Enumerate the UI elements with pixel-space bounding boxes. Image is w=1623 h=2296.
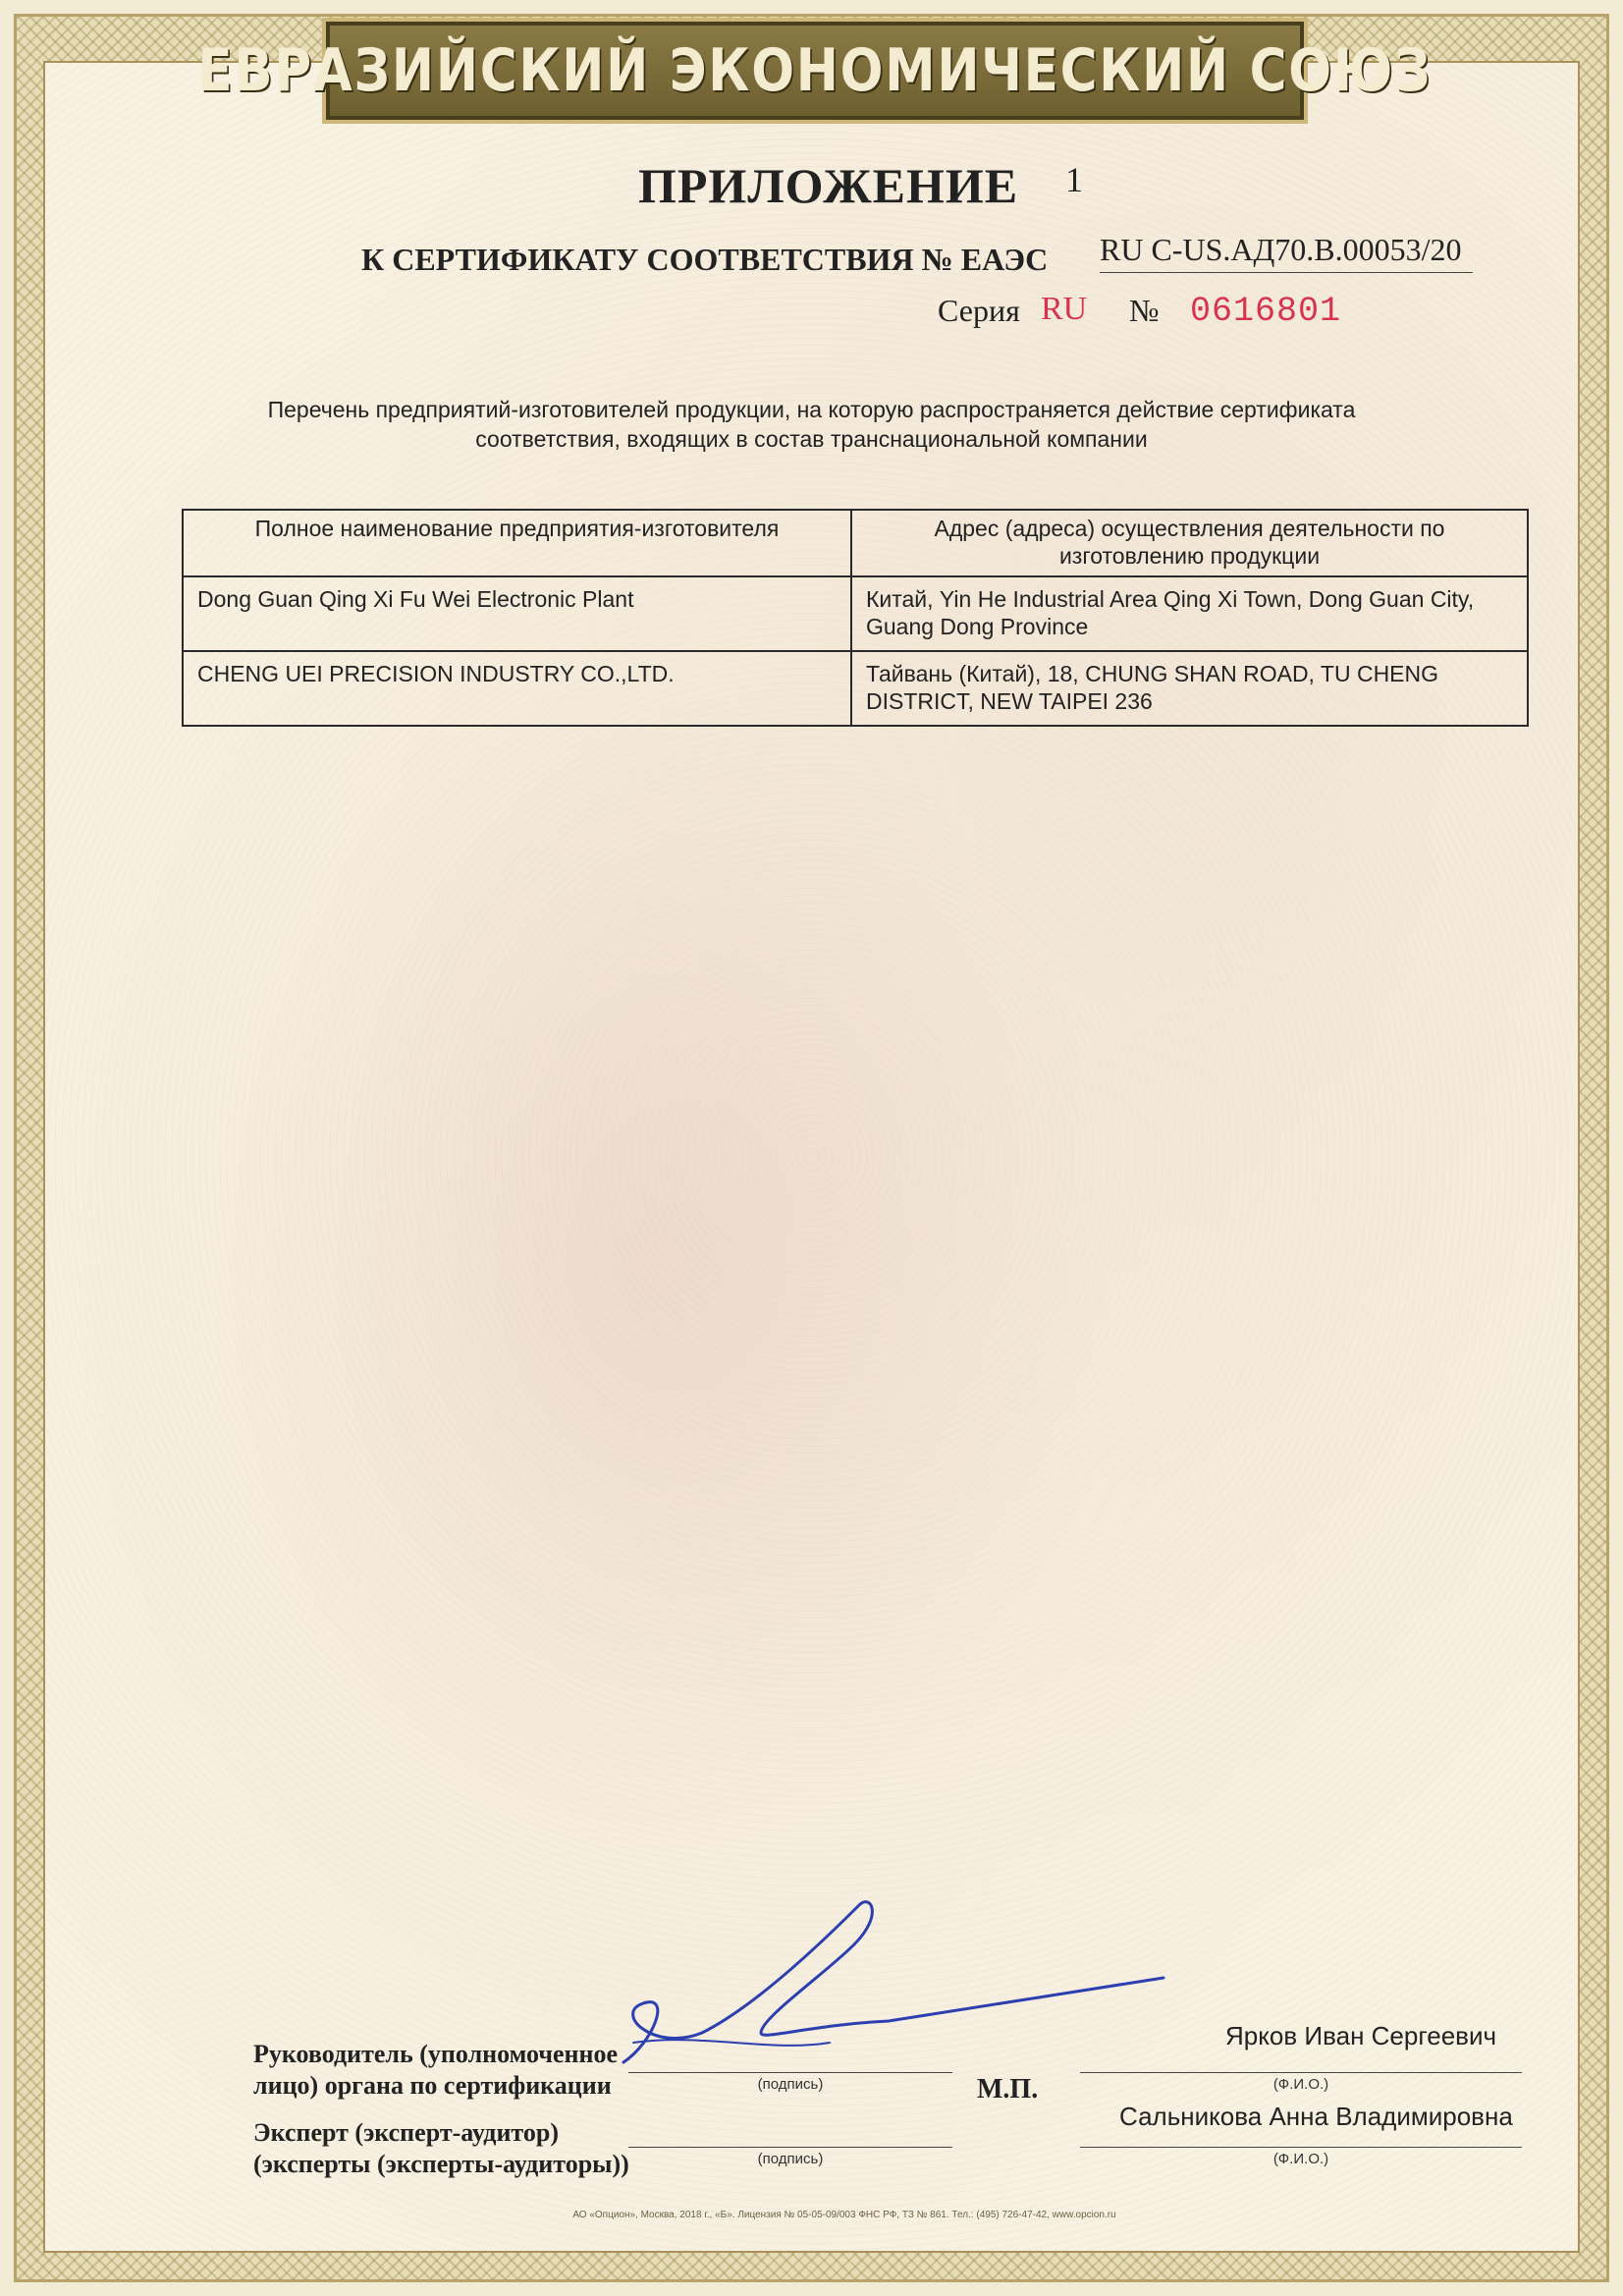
manufacturer-address: Китай, Yin He Industrial Area Qing Xi Town, Dong Guan City, Guang Dong Province bbox=[851, 576, 1528, 651]
serial-number-label: № bbox=[1129, 293, 1160, 328]
expert-name-caption: (Ф.И.О.) bbox=[1272, 2151, 1329, 2167]
appendix-title: ПРИЛОЖЕНИЕ bbox=[638, 158, 1019, 213]
table-header-row bbox=[183, 510, 1528, 576]
serial-number-value: 0616801 bbox=[1190, 292, 1342, 331]
table-row bbox=[183, 576, 1528, 651]
head-signature-caption: (подпись) bbox=[757, 2076, 824, 2093]
head-full-name: Ярков Иван Сергеевич bbox=[1225, 2021, 1497, 2050]
expert-signature-line bbox=[628, 2147, 952, 2148]
handwritten-signature bbox=[614, 1886, 1183, 2082]
column-header-address: Адрес (адреса) осуществления деятельности по изготовлению продукции bbox=[851, 510, 1528, 576]
expert-name-line bbox=[1080, 2147, 1522, 2148]
union-banner bbox=[197, 22, 1433, 120]
series-label: Серия bbox=[938, 293, 1020, 328]
certificate-label: К СЕРТИФИКАТУ СООТВЕТСТВИЯ № ЕАЭС bbox=[361, 242, 1049, 277]
table-row bbox=[183, 651, 1528, 726]
manufacturer-name: Dong Guan Qing Xi Fu Wei Electronic Plant bbox=[183, 576, 851, 651]
printer-imprint: АО «Опцион», Москва, 2018 г., «Б». Лицензия № 05-05-09/003 ФНС РФ, ТЗ № 861. Тел.: (495) 726-47-42, www.opcion.ru bbox=[572, 2210, 1116, 2220]
manufacturer-name: CHENG UEI PRECISION INDUSTRY CO.,LTD. bbox=[183, 651, 851, 726]
union-banner-text: ЕВРАЗИЙСКИЙ ЭКОНОМИЧЕСКИЙ СОЮЗ bbox=[197, 36, 1433, 105]
stamp-place-label: М.П. bbox=[977, 2074, 1039, 2105]
intro-paragraph: Перечень предприятий-изготовителей продукции, на которую распространяется действие сертификата соответствия, входящих в состав транснациональной компании bbox=[267, 397, 1356, 452]
manufacturers-table bbox=[182, 509, 1529, 727]
head-name-caption: (Ф.И.О.) bbox=[1272, 2076, 1329, 2093]
expert-signatory-label: Эксперт (эксперт-аудитор) (эксперты (эксперты-аудиторы)) bbox=[253, 2118, 629, 2178]
series-value: RU bbox=[1041, 291, 1088, 327]
column-header-name: Полное наименование предприятия-изготовителя bbox=[183, 510, 851, 576]
expert-signature-caption: (подпись) bbox=[757, 2151, 824, 2167]
expert-full-name: Сальникова Анна Владимировна bbox=[1119, 2102, 1513, 2131]
appendix-number: 1 bbox=[1065, 160, 1083, 199]
head-signatory-label: Руководитель (уполномоченное лицо) органа по сертификации bbox=[253, 2040, 619, 2100]
manufacturer-address: Тайвань (Китай), 18, CHUNG SHAN ROAD, TU CHENG DISTRICT, NEW TAIPEI 236 bbox=[851, 651, 1528, 726]
certificate-number: RU C-US.АД70.В.00053/20 bbox=[1100, 232, 1473, 273]
